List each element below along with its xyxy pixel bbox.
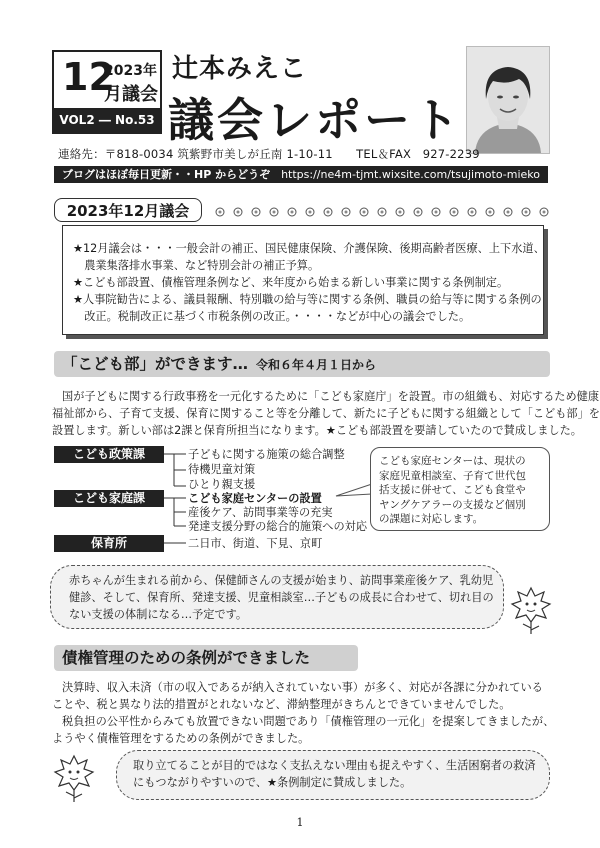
dept-item: 待機児童対策 <box>188 463 256 476</box>
volume-number: VOL2 ― No.53 <box>54 108 160 132</box>
callout-line: 家庭児童相談室、子育て世代包 <box>379 469 526 482</box>
callout-line: ヤングケアラーの支援など個別 <box>379 498 526 511</box>
blog-url-link[interactable]: https://ne4m-tjmt.wixsite.com/tsujimoto-mieko <box>281 168 540 181</box>
flower-border-decoration <box>212 204 552 220</box>
dept-item: 発達支援分野の総合的施策への対応 <box>188 520 368 533</box>
session-line: 改正。税制改正に基づく市税条例の改正。・・・・などが中心の議会でした。 <box>73 310 471 323</box>
session-summary-box <box>62 225 544 335</box>
dept-item: 子どもに関する施策の総合調整 <box>188 448 345 461</box>
callout-pointer <box>334 482 374 502</box>
kodomo-paragraph-line: 福祉部から、子育て支援、保育に関すること等を分離して、新たに子どもに関する組織として「こども部」を <box>52 407 600 420</box>
dept-kodomo-seisaku: こども政策課 <box>54 446 164 463</box>
dept-kodomo-katei: こども家庭課 <box>54 490 164 507</box>
page-number: 1 <box>296 816 304 829</box>
callout-line: こども家庭センターは、現状の <box>379 455 526 467</box>
kodomo-center-callout <box>370 447 550 531</box>
session-year: 2023年 <box>104 63 157 79</box>
author-name: 辻本みえこ <box>172 54 308 84</box>
dept-item: 二日市、街道、下見、京町 <box>188 537 323 550</box>
saiken-paragraph-line: ことや、税と異なり法的措置がとれないなど、滞納整理がきちんとできていませんでした。 <box>52 698 511 711</box>
note-line: 健診、そして、保育所、発達支援、児童相談室…子どもの成長に合わせて、切れ目の <box>69 591 494 604</box>
portrait-image <box>467 47 549 153</box>
session-month: 12 <box>62 55 115 99</box>
callout-line: 括支援に併せて、こども食堂や <box>379 484 526 496</box>
note-line: にもつながりやすいので、★条例制定に賛成しました。 <box>133 776 412 789</box>
kodomo-note-box <box>50 565 504 629</box>
kodomo-paragraph-line: 国が子どもに関する行政事務を一元化するために「こども家庭庁」を設置。市の組織も、対応するため健康 <box>62 390 600 403</box>
org-tree-connectors <box>160 446 190 556</box>
saiken-paragraph-line: ようやく債権管理をするための条例ができました。 <box>52 732 310 745</box>
session-date-box <box>52 50 162 134</box>
saiken-heading: 債権管理のための条例ができました <box>54 645 358 671</box>
saiken-note-box <box>116 750 550 800</box>
dept-item: 産後ケア、訪問事業等の充実 <box>188 506 333 519</box>
report-title: 議会レポート <box>168 93 462 147</box>
session-line: ★こども部設置、債権管理条例など、来年度から始まる新しい事業に関する条例制定。 <box>73 276 509 289</box>
blog-banner <box>54 166 548 183</box>
session-tag: 2023年12月議会 <box>54 198 202 222</box>
callout-line: の課題に対応します。 <box>379 513 484 525</box>
saiken-paragraph-line: 税負担の公平性からみても放置できない問題であり「債権管理の一元化」を提案してきましたが、 <box>62 715 555 728</box>
flower-mascot-icon <box>46 752 102 804</box>
session-line: ★12月議会は・・・一般会計の補正、国民健康保険、介護保険、後期高齢者医療、上下水道、 <box>73 242 545 255</box>
kodomo-heading-text: 「こども部」ができます… <box>62 355 249 373</box>
session-line: 農業集落排水事業、など特別会計の補正予算。 <box>73 259 320 272</box>
contact-info: 連絡先：〒818-0034 筑紫野市美しが丘南 1-10-11 TEL＆FAX 927-2239 <box>58 147 480 161</box>
dept-item-highlight: こども家庭センターの設置 <box>188 492 322 505</box>
kodomo-paragraph-line: 設置します。新しい部は2課と保育所担当になります。★こども部設置を要請していたので賛成しました。 <box>52 424 582 437</box>
session-label: 月議会 <box>104 84 158 105</box>
saiken-paragraph-line: 決算時、収入未済（市の収入であるが納入されていない事）が多く、対応が各課に分かれている <box>62 681 543 694</box>
dept-hoikusho: 保育所 <box>54 535 164 552</box>
session-line: ★人事院勧告による、議員報酬、特別職の給与等に関する条例、職員の給与等に関する条例の <box>73 293 542 306</box>
kodomo-heading <box>54 351 550 377</box>
note-line: 取り立てることが目的ではなく支払えない理由も捉えやすく、生活困窮者の救済 <box>133 759 536 772</box>
flower-mascot-icon <box>506 584 556 636</box>
dept-item: ひとり親支援 <box>188 478 256 491</box>
author-photo <box>466 46 550 154</box>
note-line: ない支援の体制になる…予定です。 <box>69 608 248 621</box>
blog-text: ブログはほぼ毎日更新・・HP からどうぞ <box>62 168 271 181</box>
kodomo-heading-date: 令和６年４月１日から <box>256 358 377 372</box>
note-line: 赤ちゃんが生まれる前から、保健師さんの支援が始まり、訪問事業産後ケア、乳幼児 <box>69 574 494 587</box>
